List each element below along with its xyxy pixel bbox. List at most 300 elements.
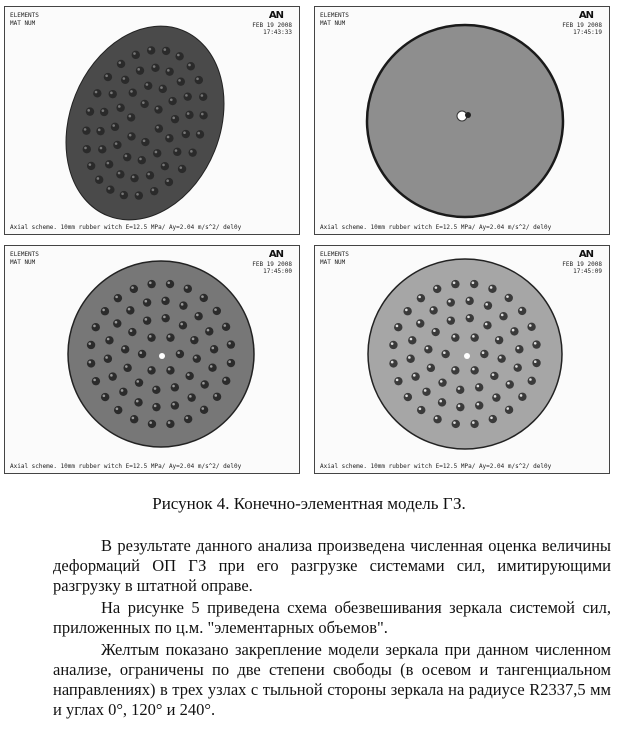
support-pad <box>227 340 235 348</box>
support-pad <box>105 336 113 344</box>
support-pad-highlight <box>440 380 443 383</box>
support-pad <box>200 406 208 414</box>
support-pad-highlight <box>179 166 182 169</box>
support-pad <box>179 301 187 309</box>
ansys-logo: AN <box>268 10 283 21</box>
support-pad <box>424 345 432 353</box>
support-pad <box>159 85 167 93</box>
support-pad-highlight <box>162 164 165 167</box>
support-pad <box>510 327 518 335</box>
support-pad <box>147 333 155 341</box>
support-pad <box>93 89 101 97</box>
support-pad <box>138 350 146 358</box>
support-pad <box>128 328 136 336</box>
support-pad-highlight <box>139 158 142 161</box>
support-pad <box>168 97 176 105</box>
support-pad <box>447 316 455 324</box>
support-pad <box>505 294 513 302</box>
support-pad-highlight <box>419 407 422 410</box>
support-pad <box>484 301 492 309</box>
support-pad <box>483 321 491 329</box>
support-pad <box>514 364 522 372</box>
support-pad <box>155 124 163 132</box>
support-pad <box>130 285 138 293</box>
support-pad <box>201 380 209 388</box>
support-pad <box>475 401 483 409</box>
support-pad-highlight <box>196 77 199 80</box>
support-pad-highlight <box>472 421 475 424</box>
support-pad <box>171 401 179 409</box>
support-pad <box>451 333 459 341</box>
support-pad-highlight <box>435 286 438 289</box>
support-pad-highlight <box>534 342 537 345</box>
support-pad <box>497 354 505 362</box>
support-pad-highlight <box>102 109 105 112</box>
panel-title: ELEMENTS <box>320 12 349 19</box>
support-pad-highlight <box>89 361 92 364</box>
support-pad-highlight <box>112 124 115 127</box>
support-pad <box>147 366 155 374</box>
panel-time: 17:45:00 <box>263 268 292 275</box>
support-pad-highlight <box>507 382 510 385</box>
support-pad <box>171 383 179 391</box>
mirror-model-oblique <box>5 7 301 236</box>
support-pad <box>490 372 498 380</box>
support-pad-highlight <box>520 394 523 397</box>
panel-time: 17:45:09 <box>573 268 602 275</box>
support-pad-highlight <box>207 329 210 332</box>
support-pad-highlight <box>467 316 470 319</box>
support-pad-highlight <box>185 94 188 97</box>
support-pad <box>150 187 158 195</box>
support-pad-highlight <box>175 149 178 152</box>
support-pad <box>193 354 201 362</box>
ansys-logo: AN <box>578 10 593 21</box>
support-pad-highlight <box>188 64 191 67</box>
support-pad-highlight <box>149 282 152 285</box>
support-pad-highlight <box>472 368 475 371</box>
support-pad <box>101 307 109 315</box>
support-pad <box>165 178 173 186</box>
support-pad-highlight <box>192 338 195 341</box>
panel-time: 17:43:33 <box>263 29 292 36</box>
support-pad <box>165 134 173 142</box>
support-pad <box>123 153 131 161</box>
support-pad <box>208 364 216 372</box>
fe-panel-1 <box>4 6 300 235</box>
support-pad-highlight <box>529 324 532 327</box>
support-pad <box>96 127 104 135</box>
support-pad <box>404 393 412 401</box>
support-pad-highlight <box>93 325 96 328</box>
support-pad <box>199 93 207 101</box>
support-pad-highlight <box>87 109 90 112</box>
support-pad-highlight <box>180 323 183 326</box>
support-pad <box>456 403 464 411</box>
support-pad-highlight <box>118 61 121 64</box>
support-pad <box>153 149 161 157</box>
support-pad <box>111 123 119 131</box>
support-pad-highlight <box>145 300 148 303</box>
support-pad-highlight <box>167 136 170 139</box>
panel-subtitle: MAT NUM <box>320 20 346 27</box>
support-pad <box>408 336 416 344</box>
support-pad-highlight <box>501 314 504 317</box>
support-pad <box>394 323 402 331</box>
support-pad <box>143 316 151 324</box>
support-pad-highlight <box>187 373 190 376</box>
support-pad <box>433 415 441 423</box>
support-pad <box>470 420 478 428</box>
support-pad <box>113 319 121 327</box>
support-pad <box>161 314 169 322</box>
support-pad-highlight <box>123 347 126 350</box>
support-pad-highlight <box>201 113 204 116</box>
support-pad-highlight <box>133 52 136 55</box>
mirror-model-back-light <box>315 246 611 475</box>
support-pad-highlight <box>472 281 475 284</box>
support-pad <box>429 306 437 314</box>
support-pad <box>187 393 195 401</box>
support-pad-highlight <box>172 117 175 120</box>
support-pad-highlight <box>183 131 186 134</box>
support-pad-highlight <box>107 338 110 341</box>
support-pad <box>126 306 134 314</box>
panel-subtitle: MAT NUM <box>320 259 346 266</box>
support-pad-highlight <box>201 94 204 97</box>
support-pad <box>518 393 526 401</box>
support-pad <box>528 377 536 385</box>
support-pad-highlight <box>177 351 180 354</box>
support-pad-highlight <box>108 187 111 190</box>
support-pad-highlight <box>210 365 213 368</box>
support-pad-highlight <box>506 295 509 298</box>
support-pad <box>438 398 446 406</box>
support-pad-highlight <box>485 323 488 326</box>
support-pad-highlight <box>223 324 226 327</box>
support-pad-highlight <box>125 155 128 158</box>
support-pad-highlight <box>185 286 188 289</box>
paragraph-3: Желтым показано закрепление модели зеркала при данном численном анализе, ограничены по две степени свободы (в осевом и тангенциальном направлениях) в трех узлах с тыльной стороны зеркала на радиусе R2337,5 мм и углах 0°, 120° и 240°. <box>53 640 611 719</box>
support-pad-highlight <box>125 365 128 368</box>
support-pad <box>173 148 181 156</box>
support-pad-highlight <box>494 395 497 398</box>
support-pad-highlight <box>129 115 132 118</box>
panel-title: ELEMENTS <box>10 12 39 19</box>
support-pad <box>227 359 235 367</box>
support-pad <box>495 336 503 344</box>
support-pad <box>161 297 169 305</box>
support-pad-highlight <box>88 342 91 345</box>
panel-subtitle: MAT NUM <box>10 259 36 266</box>
support-pad-highlight <box>167 281 170 284</box>
support-pad-highlight <box>149 368 152 371</box>
support-pad-highlight <box>201 407 204 410</box>
support-pad <box>105 160 113 168</box>
support-pad-highlight <box>181 303 184 306</box>
support-pad <box>406 355 414 363</box>
support-pad-highlight <box>410 338 413 341</box>
support-pad <box>194 312 202 320</box>
support-pad-highlight <box>405 309 408 312</box>
support-pad <box>179 321 187 329</box>
support-pad-highlight <box>166 179 169 182</box>
ansys-logo: AN <box>268 249 283 260</box>
support-pad-highlight <box>121 389 124 392</box>
support-pad-highlight <box>132 417 135 420</box>
ansys-logo: AN <box>578 249 593 260</box>
support-pad-highlight <box>115 321 118 324</box>
support-pad-highlight <box>472 335 475 338</box>
support-pad-highlight <box>149 421 152 424</box>
support-pad <box>480 350 488 358</box>
panel-caption: Axial scheme. 10mm rubber witch E=12.5 MPa/ Ay=2.04 m/s^2/ del0y <box>320 224 552 231</box>
support-pad <box>518 307 526 315</box>
support-pad-highlight <box>116 407 119 410</box>
support-pad <box>121 345 129 353</box>
support-pad <box>161 162 169 170</box>
support-pad <box>451 280 459 288</box>
mirror-model-back <box>5 246 301 475</box>
support-pad-highlight <box>172 403 175 406</box>
support-pad-highlight <box>121 193 124 196</box>
support-pad-highlight <box>426 347 429 350</box>
support-pad <box>185 111 193 119</box>
mirror-model-front <box>315 7 611 236</box>
support-pad-highlight <box>118 172 121 175</box>
support-pad <box>465 297 473 305</box>
support-pad-highlight <box>149 335 152 338</box>
panel-caption: Axial scheme. 10mm rubber witch E=12.5 MPa/ Ay=2.04 m/s^2/ del0y <box>10 224 242 231</box>
support-pad <box>87 162 95 170</box>
support-pad <box>162 47 170 55</box>
support-pad-highlight <box>105 74 108 77</box>
panel-date: FEB 19 2008 <box>562 261 602 268</box>
support-pad-highlight <box>89 163 92 166</box>
support-pad-highlight <box>98 129 101 132</box>
support-pad <box>140 100 148 108</box>
fe-panel-3 <box>4 245 300 474</box>
support-pad-highlight <box>177 54 180 57</box>
support-pad <box>441 350 449 358</box>
support-pad-highlight <box>228 342 231 345</box>
support-pad-highlight <box>506 407 509 410</box>
support-pad-highlight <box>228 360 231 363</box>
support-pad <box>184 285 192 293</box>
support-pad-highlight <box>163 298 166 301</box>
support-pad <box>213 393 221 401</box>
support-pad-highlight <box>123 77 126 80</box>
support-pad <box>470 280 478 288</box>
support-pad <box>489 415 497 423</box>
support-pad <box>123 364 131 372</box>
panel-caption: Axial scheme. 10mm rubber witch E=12.5 MPa/ Ay=2.04 m/s^2/ del0y <box>320 463 552 470</box>
support-pad <box>187 62 195 70</box>
support-pad-highlight <box>408 356 411 359</box>
support-pad <box>87 341 95 349</box>
support-pad <box>82 126 90 134</box>
panel-title: ELEMENTS <box>320 251 349 258</box>
support-pad-highlight <box>100 147 103 150</box>
support-pad <box>154 105 162 113</box>
support-pad-highlight <box>115 296 118 299</box>
support-pad-highlight <box>84 147 87 150</box>
support-pad <box>92 377 100 385</box>
support-pad-highlight <box>490 416 493 419</box>
support-pad <box>188 148 196 156</box>
support-pad <box>144 82 152 90</box>
support-pad <box>389 359 397 367</box>
support-pad <box>190 336 198 344</box>
support-pad <box>394 377 402 385</box>
support-pad-highlight <box>458 405 461 408</box>
support-pad-highlight <box>453 282 456 285</box>
support-pad <box>403 307 411 315</box>
support-pad <box>492 393 500 401</box>
support-pad-highlight <box>145 318 148 321</box>
support-pad-highlight <box>115 142 118 145</box>
support-pad-highlight <box>214 394 217 397</box>
support-pad <box>121 76 129 84</box>
figure-grid <box>4 6 610 476</box>
support-pad <box>83 145 91 153</box>
support-pad <box>92 323 100 331</box>
support-pad-highlight <box>155 151 158 154</box>
support-pad-highlight <box>136 193 139 196</box>
support-pad <box>515 345 523 353</box>
support-pad <box>447 298 455 306</box>
support-pad <box>119 388 127 396</box>
support-pad <box>196 130 204 138</box>
support-pad-highlight <box>201 295 204 298</box>
support-pad <box>148 420 156 428</box>
support-pad <box>184 415 192 423</box>
support-pad-highlight <box>499 356 502 359</box>
support-pad <box>152 403 160 411</box>
support-pad-highlight <box>178 79 181 82</box>
support-pad <box>134 398 142 406</box>
body-text <box>53 536 611 596</box>
body-text-2 <box>53 598 611 638</box>
support-pad-highlight <box>453 335 456 338</box>
support-pad-highlight <box>413 374 416 377</box>
support-pad-highlight <box>187 112 190 115</box>
support-pad-highlight <box>118 105 121 108</box>
support-pad-highlight <box>477 403 480 406</box>
support-pad <box>532 359 540 367</box>
support-pad-highlight <box>497 338 500 341</box>
support-pad-highlight <box>142 101 145 104</box>
support-pad-highlight <box>167 69 170 72</box>
support-pad <box>182 130 190 138</box>
support-pad-highlight <box>172 385 175 388</box>
support-pad <box>171 115 179 123</box>
support-pad-highlight <box>160 86 163 89</box>
support-pad-highlight <box>152 189 155 192</box>
support-pad <box>199 111 207 119</box>
support-pad <box>195 76 203 84</box>
support-pad <box>470 366 478 374</box>
support-pad-highlight <box>202 382 205 385</box>
support-pad-highlight <box>196 314 199 317</box>
support-pad <box>106 186 114 194</box>
support-pad-highlight <box>186 416 189 419</box>
support-pad <box>114 406 122 414</box>
panel-subtitle: MAT NUM <box>10 20 36 27</box>
support-pad <box>146 171 154 179</box>
support-pad-highlight <box>453 421 456 424</box>
support-pad-highlight <box>396 325 399 328</box>
support-pad-highlight <box>107 162 110 165</box>
support-pad-highlight <box>139 351 142 354</box>
support-pad-highlight <box>163 316 166 319</box>
support-pad <box>132 51 140 59</box>
support-pad <box>166 420 174 428</box>
panel-caption: Axial scheme. 10mm rubber witch E=12.5 MPa/ Ay=2.04 m/s^2/ del0y <box>10 463 242 470</box>
support-pad-highlight <box>448 318 451 321</box>
support-pad-highlight <box>130 90 133 93</box>
support-pad-highlight <box>418 321 421 324</box>
support-pad-highlight <box>212 347 215 350</box>
support-pad-highlight <box>105 356 108 359</box>
fe-panel-2 <box>314 6 610 235</box>
support-pad <box>135 378 143 386</box>
support-pad <box>109 372 117 380</box>
support-pad <box>175 52 183 60</box>
panel-title: ELEMENTS <box>10 251 39 258</box>
support-pad <box>114 294 122 302</box>
support-pad <box>136 66 144 74</box>
support-pad <box>86 107 94 115</box>
support-pad-highlight <box>131 286 134 289</box>
support-pad <box>451 366 459 374</box>
support-pad <box>417 294 425 302</box>
support-pad <box>505 406 513 414</box>
support-pad-highlight <box>143 139 146 142</box>
support-pad <box>210 345 218 353</box>
support-pad <box>151 64 159 72</box>
support-pad-highlight <box>520 308 523 311</box>
support-pad <box>178 165 186 173</box>
support-pad-highlight <box>428 365 431 368</box>
support-pad <box>87 359 95 367</box>
support-pad-highlight <box>129 134 132 137</box>
support-pad-highlight <box>168 368 171 371</box>
support-pad <box>147 280 155 288</box>
support-pad <box>205 327 213 335</box>
support-pad <box>185 372 193 380</box>
support-pad <box>113 141 121 149</box>
support-pad-highlight <box>168 335 171 338</box>
support-pad-highlight <box>490 286 493 289</box>
support-pad-highlight <box>396 379 399 382</box>
support-pad <box>130 415 138 423</box>
support-pad <box>475 383 483 391</box>
support-pad-highlight <box>110 374 113 377</box>
support-pad-highlight <box>405 394 408 397</box>
support-pad-highlight <box>477 385 480 388</box>
support-pad <box>127 113 135 121</box>
support-pad <box>456 386 464 394</box>
support-pad-highlight <box>391 361 394 364</box>
support-pad <box>129 89 137 97</box>
support-pad <box>143 298 151 306</box>
support-pad <box>166 366 174 374</box>
support-pad <box>452 420 460 428</box>
support-pad <box>109 90 117 98</box>
support-pad-highlight <box>137 68 140 71</box>
support-pad-highlight <box>439 400 442 403</box>
